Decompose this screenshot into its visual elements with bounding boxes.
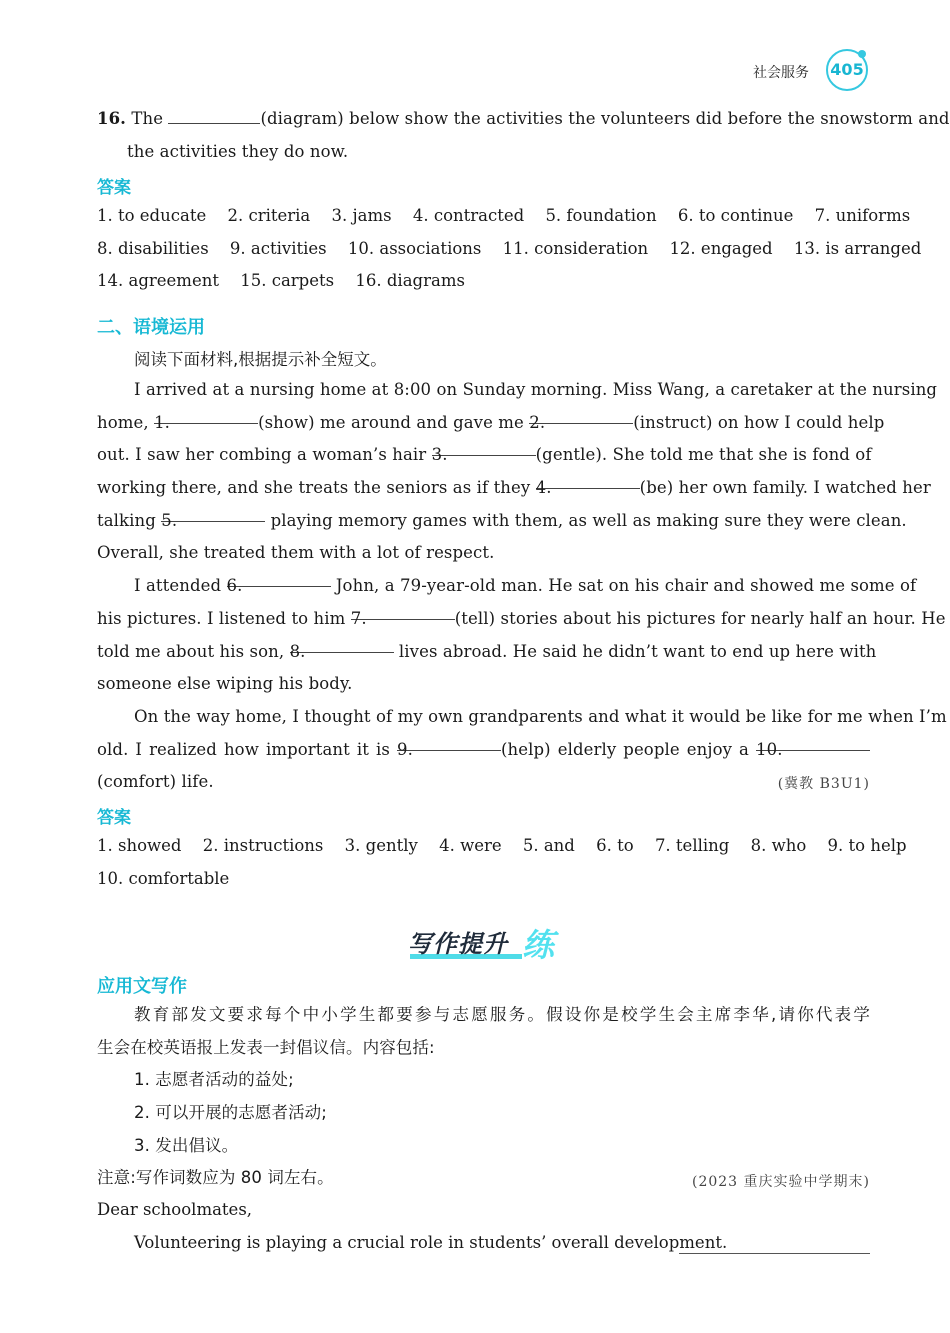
answers-line-2 <box>97 233 937 266</box>
answers-block-1 <box>97 200 937 298</box>
passage-line <box>97 407 885 440</box>
passage-line <box>97 734 870 767</box>
page-dot-decoration <box>858 50 866 58</box>
blank-num: 4. <box>535 478 552 498</box>
answer-item: 6. to continue <box>677 206 794 225</box>
blank-num: 6. <box>226 576 243 596</box>
passage-line: (comfort) life. <box>97 772 214 792</box>
passage-line <box>97 505 907 538</box>
passage-line: On the way home, I thought of my own grandparents and what it would be like for me when I’m <box>134 706 947 726</box>
writing-title: 应用文写作 <box>97 976 187 997</box>
blank-4 <box>535 472 640 498</box>
text: (be) her own family. I watched her <box>639 478 931 498</box>
text: (gentle). She told me that she is fond of <box>535 445 872 465</box>
blank-1 <box>154 407 258 432</box>
answers-line-1 <box>97 200 937 233</box>
text: (help) elderly people enjoy a <box>500 739 756 759</box>
q16-text-b: (diagram) below show the activities the volunteers did before the snowstorm and <box>260 109 950 128</box>
passage-line: someone else wiping his body. <box>97 674 353 694</box>
banner-title: 写作提升 <box>408 930 508 958</box>
answer-item: 6. to <box>596 836 634 855</box>
blank-num: 3. <box>431 445 448 465</box>
answer-item: 5. and <box>522 836 575 855</box>
blank-10 <box>756 734 870 759</box>
answers-line-1 <box>97 830 923 863</box>
blank-num: 5. <box>161 510 178 530</box>
blank-5 <box>161 505 265 530</box>
blank-9 <box>396 734 501 759</box>
passage-line <box>97 439 870 472</box>
answer-item: 4. contracted <box>412 206 525 225</box>
answer-item: 2. instructions <box>202 836 324 855</box>
blank-2 <box>529 407 633 432</box>
answer-item: 14. agreement <box>97 271 219 291</box>
prompt-item: 2. 可以开展的志愿者活动; <box>134 1103 327 1123</box>
answer-item: 8. who <box>750 836 807 855</box>
section-title: 社会服务 <box>753 65 809 81</box>
text: talking <box>97 510 162 530</box>
passage-line <box>97 472 931 505</box>
answer-item: 1. to educate <box>97 206 207 225</box>
prompt-line: 教育部发文要求每个中小学生都要参与志愿服务。假设你是校学生会主席李华,请你代表学 <box>134 1005 870 1024</box>
answer-item: 1. showed <box>97 836 182 855</box>
writing-note: 注意:写作词数应为 80 词左右。 <box>97 1168 334 1188</box>
text: (tell) stories about his pictures for nearly half an hour. He <box>454 608 946 628</box>
answer-item: 4. were <box>439 836 502 855</box>
passage-line <box>97 570 917 603</box>
q16-number: 16. <box>97 109 127 128</box>
text: home, <box>97 412 155 432</box>
blank-num: 1. <box>154 412 171 432</box>
answers-line-2 <box>97 863 923 896</box>
blank-6 <box>226 570 331 596</box>
writing-source: (2023 重庆实验中学期末) <box>691 1174 870 1190</box>
blank-num: 9. <box>396 739 413 759</box>
prompt-item: 3. 发出倡议。 <box>134 1135 239 1155</box>
passage-line: Overall, she treated them with a lot of respect. <box>97 543 495 563</box>
answer-item: 2. criteria <box>227 206 311 225</box>
text: told me about his son, <box>97 641 290 661</box>
blank-num: 8. <box>289 641 306 661</box>
answer-item: 9. activities <box>229 238 327 258</box>
passage-line <box>97 603 946 636</box>
answer-item: 10. associations <box>347 238 482 258</box>
answer-item: 7. uniforms <box>814 206 911 225</box>
text: playing memory games with them, as well as making sure they were clean. <box>265 510 907 530</box>
q16-blank <box>168 107 260 124</box>
blank-8 <box>289 636 394 661</box>
answers-block-2 <box>97 830 923 895</box>
answer-item: 7. telling <box>654 836 730 855</box>
text: John, a 79-year-old man. He sat on his chair and showed me some of <box>330 576 917 596</box>
writing-answer-line[interactable] <box>679 1253 870 1254</box>
question-16 <box>97 103 950 168</box>
writing-banner <box>408 920 558 962</box>
answer-item: 12. engaged <box>669 238 773 258</box>
answer-item: 3. jams <box>331 206 392 225</box>
salutation: Dear schoolmates, <box>97 1200 253 1219</box>
prompt-line: 生会在校英语报上发表一封倡议信。内容包括: <box>97 1037 435 1057</box>
answer-label-2: 答案 <box>97 808 131 828</box>
answer-item: 5. foundation <box>545 206 657 225</box>
text: (show) me around and gave me <box>258 412 530 432</box>
cloze-passage <box>97 374 947 799</box>
answer-item: 8. disabilities <box>97 238 209 258</box>
blank-7 <box>350 603 455 628</box>
text: out. I saw her combing a woman’s hair <box>97 445 432 465</box>
passage-source: (冀教 B3U1) <box>777 776 870 792</box>
answers-line-3 <box>97 265 937 298</box>
section-2-instruction: 阅读下面材料,根据提示补全短文。 <box>134 350 387 369</box>
answer-item: 3. gently <box>344 836 418 855</box>
q16-text: The <box>131 109 164 128</box>
blank-num: 10. <box>756 739 783 759</box>
answer-item: 16. diagrams <box>355 271 465 291</box>
text: old. I realized how important it is <box>97 739 397 759</box>
opening-sentence: Volunteering is playing a crucial role in students’ overall development. <box>134 1233 728 1252</box>
answer-item: 10. comfortable <box>97 868 230 888</box>
answer-item: 13. is arranged <box>793 238 922 258</box>
section-2-title: 二、语境运用 <box>97 317 205 338</box>
page-number: 405 <box>826 49 868 91</box>
banner-accent: 练 <box>522 926 555 964</box>
answer-item: 15. carpets <box>240 271 335 291</box>
answer-item: 11. consideration <box>502 238 649 258</box>
text: (instruct) on how I could help <box>633 412 885 432</box>
blank-3 <box>431 439 536 465</box>
text: working there, and she treats the seniors as if they <box>97 478 536 498</box>
blank-num: 2. <box>529 412 546 432</box>
passage-line: I arrived at a nursing home at 8:00 on Sunday morning. Miss Wang, a caretaker at the nursing <box>134 380 938 399</box>
passage-line <box>97 636 877 669</box>
answer-label-1: 答案 <box>97 178 131 198</box>
text: his pictures. I listened to him <box>97 608 351 628</box>
text: lives abroad. He said he didn’t want to end up here with <box>393 641 877 661</box>
blank-num: 7. <box>350 608 367 628</box>
q16-text-c: the activities they do now. <box>127 141 349 161</box>
writing-prompt <box>97 999 870 1195</box>
prompt-item: 1. 志愿者活动的益处; <box>134 1070 294 1090</box>
answer-item: 9. to help <box>827 836 907 855</box>
text: I attended <box>134 576 227 596</box>
